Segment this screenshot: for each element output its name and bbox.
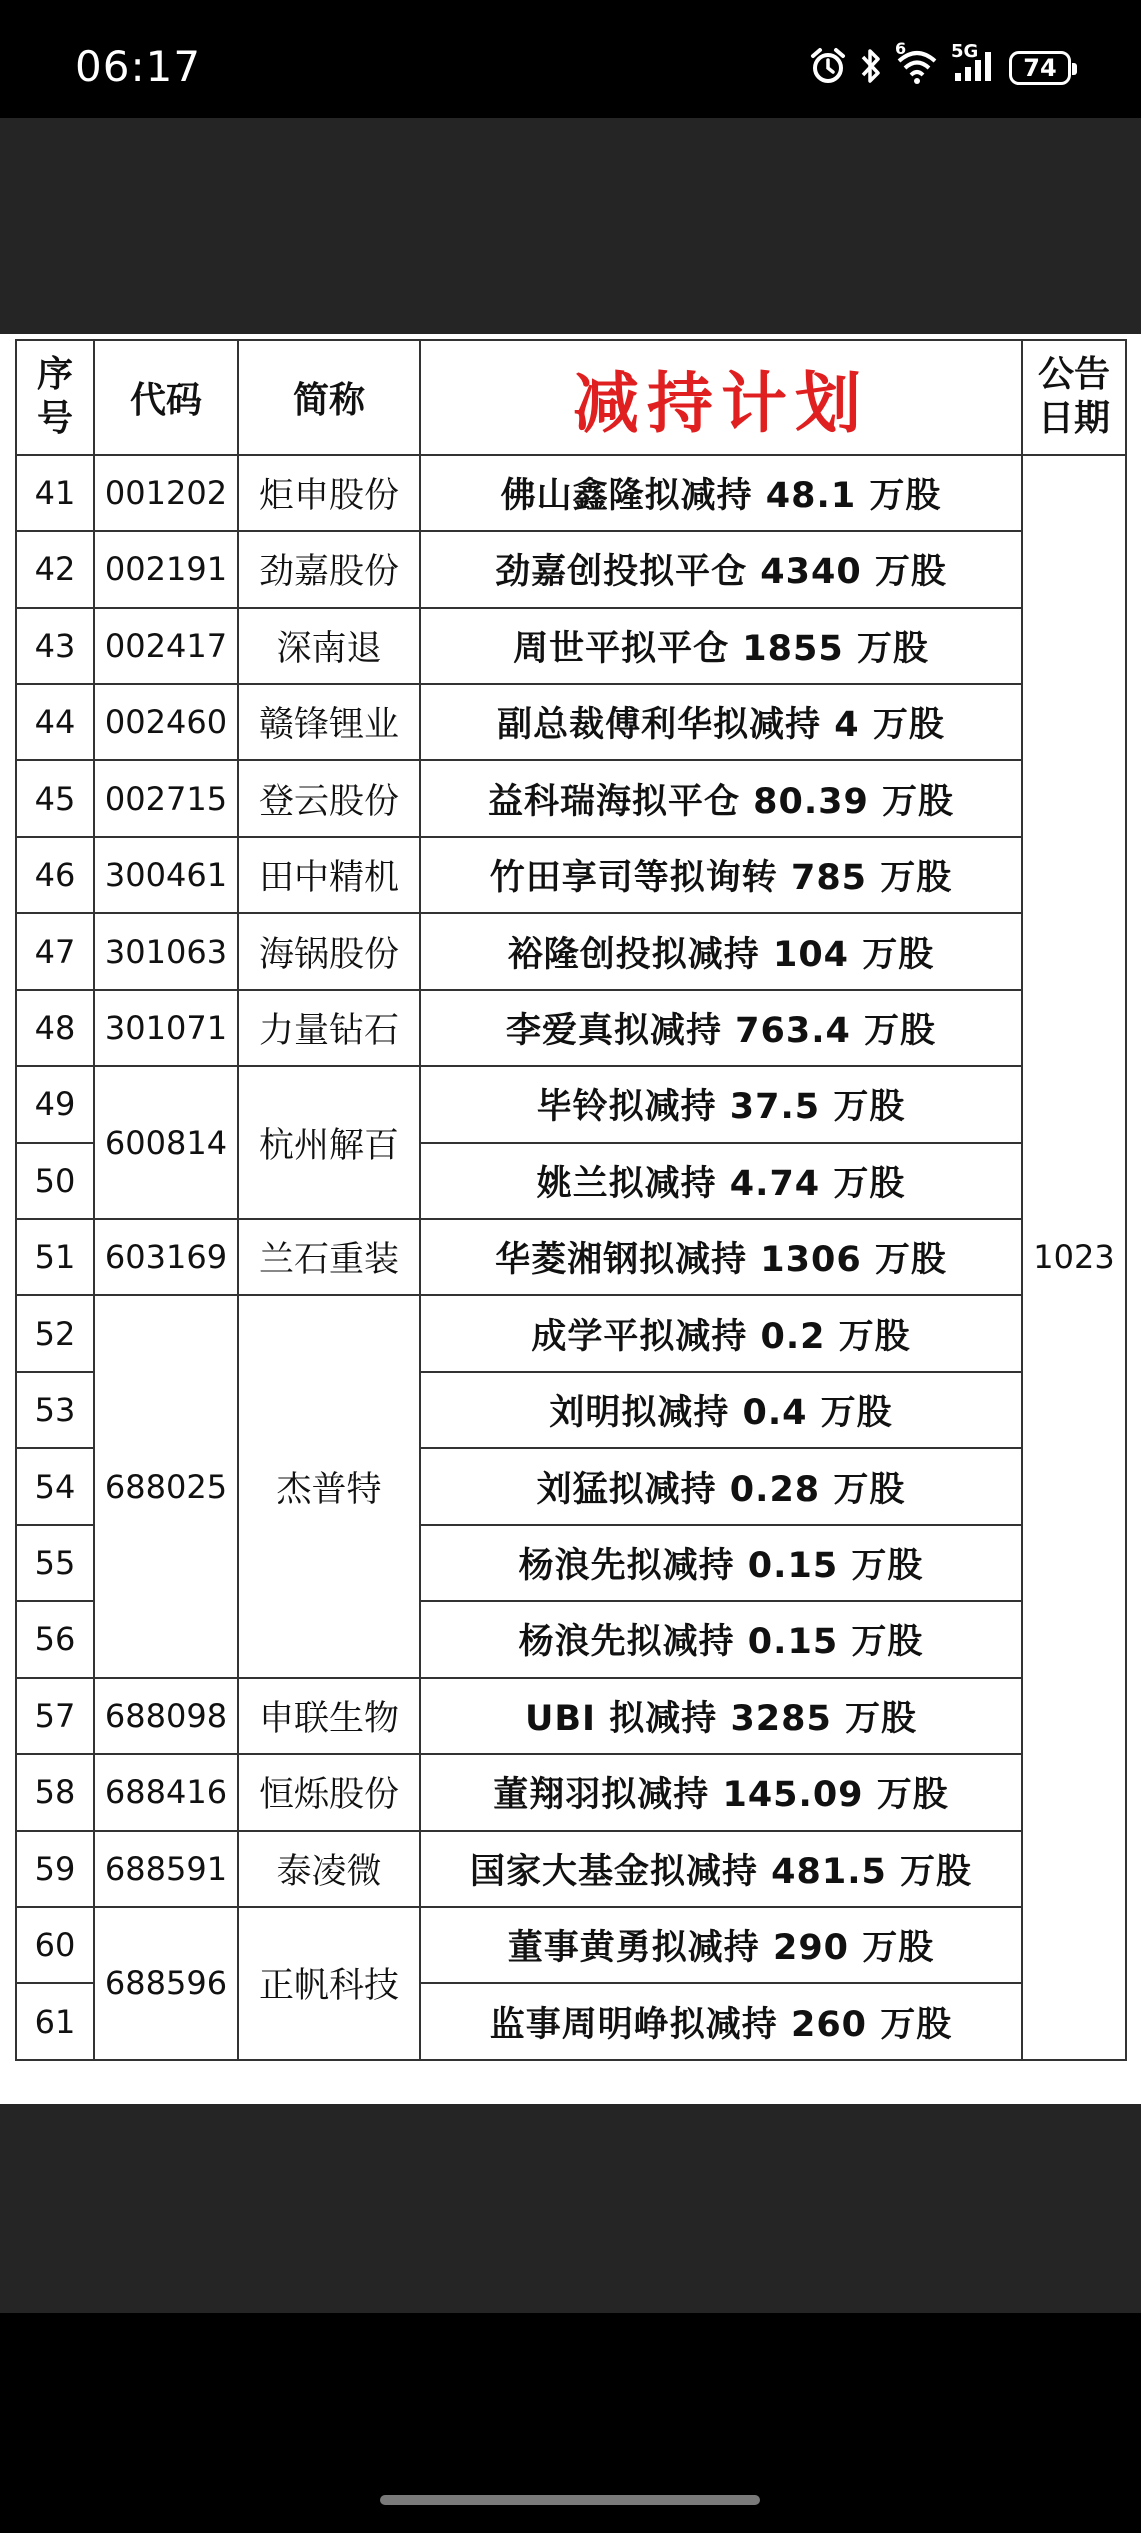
cell-code: 002417 bbox=[94, 608, 238, 684]
cell-name: 泰凌微 bbox=[238, 1831, 420, 1907]
cell-seq: 44 bbox=[16, 684, 94, 760]
cell-plan: 佛山鑫隆拟减持 48.1 万股 bbox=[420, 455, 1022, 531]
table-header-row bbox=[16, 340, 1126, 455]
cell-code: 002191 bbox=[94, 531, 238, 607]
wifi-icon bbox=[895, 39, 939, 89]
cell-name: 田中精机 bbox=[238, 837, 420, 913]
status-bar bbox=[0, 0, 1141, 118]
cell-plan: 李爱真拟减持 763.4 万股 bbox=[420, 990, 1022, 1066]
cell-seq: 42 bbox=[16, 531, 94, 607]
cell-seq: 49 bbox=[16, 1066, 94, 1142]
cell-name: 海锅股份 bbox=[238, 913, 420, 989]
cell-plan: 周世平拟平仓 1855 万股 bbox=[420, 608, 1022, 684]
cell-seq: 43 bbox=[16, 608, 94, 684]
table-row bbox=[16, 455, 1126, 531]
cell-code: 301063 bbox=[94, 913, 238, 989]
home-gesture-handle[interactable] bbox=[380, 2495, 760, 2505]
network-type: 5G bbox=[951, 41, 979, 62]
cell-plan: 杨浪先拟减持 0.15 万股 bbox=[420, 1601, 1022, 1677]
cell-plan: 裕隆创投拟减持 104 万股 bbox=[420, 913, 1022, 989]
bluetooth-icon bbox=[859, 47, 883, 89]
cell-plan: 董事黄勇拟减持 290 万股 bbox=[420, 1907, 1022, 1983]
table-row bbox=[16, 913, 1126, 989]
table-row bbox=[16, 531, 1126, 607]
cell-plan: 成学平拟减持 0.2 万股 bbox=[420, 1295, 1022, 1371]
wifi-badge: 6 bbox=[895, 39, 907, 58]
table-row bbox=[16, 760, 1126, 836]
cell-seq: 59 bbox=[16, 1831, 94, 1907]
reduction-plan-table bbox=[15, 339, 1127, 2061]
cell-plan: 国家大基金拟减持 481.5 万股 bbox=[420, 1831, 1022, 1907]
status-icons bbox=[809, 39, 1071, 90]
cell-code: 002460 bbox=[94, 684, 238, 760]
cell-seq: 55 bbox=[16, 1525, 94, 1601]
cell-code: 301071 bbox=[94, 990, 238, 1066]
cell-seq: 41 bbox=[16, 455, 94, 531]
cell-code: 688025 bbox=[94, 1295, 238, 1677]
cell-name: 炬申股份 bbox=[238, 455, 420, 531]
table-row bbox=[16, 1678, 1126, 1754]
cell-seq: 52 bbox=[16, 1295, 94, 1371]
cell-seq: 46 bbox=[16, 837, 94, 913]
cell-plan: 杨浪先拟减持 0.15 万股 bbox=[420, 1525, 1022, 1601]
header-date: 公告日期 bbox=[1022, 340, 1126, 455]
cell-seq: 60 bbox=[16, 1907, 94, 1983]
cell-seq: 48 bbox=[16, 990, 94, 1066]
cell-seq: 61 bbox=[16, 1983, 94, 2060]
cellular-signal-icon bbox=[951, 41, 997, 89]
header-plan: 减持计划 bbox=[420, 340, 1022, 455]
table-row bbox=[16, 990, 1126, 1066]
cell-code: 688591 bbox=[94, 1831, 238, 1907]
cell-seq: 47 bbox=[16, 913, 94, 989]
cell-plan: 毕铃拟减持 37.5 万股 bbox=[420, 1066, 1022, 1142]
cell-name: 正帆科技 bbox=[238, 1907, 420, 2060]
alarm-icon bbox=[809, 47, 847, 89]
cell-code: 688098 bbox=[94, 1678, 238, 1754]
cell-code: 600814 bbox=[94, 1066, 238, 1219]
cell-seq: 58 bbox=[16, 1754, 94, 1830]
cell-name: 登云股份 bbox=[238, 760, 420, 836]
status-time: 06:17 bbox=[75, 42, 202, 91]
table-row bbox=[16, 1907, 1126, 1983]
cell-code: 002715 bbox=[94, 760, 238, 836]
cell-date: 1023 bbox=[1022, 455, 1126, 2060]
cell-plan: 监事周明峥拟减持 260 万股 bbox=[420, 1983, 1022, 2060]
battery-icon: 74 bbox=[1009, 51, 1071, 85]
table-row bbox=[16, 1295, 1126, 1371]
cell-plan: 姚兰拟减持 4.74 万股 bbox=[420, 1143, 1022, 1219]
header-seq: 序号 bbox=[16, 340, 94, 455]
cell-plan: 劲嘉创投拟平仓 4340 万股 bbox=[420, 531, 1022, 607]
cell-plan: UBI 拟减持 3285 万股 bbox=[420, 1678, 1022, 1754]
cell-seq: 51 bbox=[16, 1219, 94, 1295]
cell-name: 恒烁股份 bbox=[238, 1754, 420, 1830]
table-row bbox=[16, 1831, 1126, 1907]
cell-plan: 刘猛拟减持 0.28 万股 bbox=[420, 1448, 1022, 1524]
table-row bbox=[16, 608, 1126, 684]
table-row bbox=[16, 837, 1126, 913]
cell-name: 劲嘉股份 bbox=[238, 531, 420, 607]
cell-code: 001202 bbox=[94, 455, 238, 531]
cell-code: 688416 bbox=[94, 1754, 238, 1830]
cell-seq: 53 bbox=[16, 1372, 94, 1448]
cell-name: 杭州解百 bbox=[238, 1066, 420, 1219]
navigation-bar bbox=[0, 2313, 1141, 2533]
document-image bbox=[0, 334, 1141, 2104]
table-row bbox=[16, 1219, 1126, 1295]
cell-seq: 54 bbox=[16, 1448, 94, 1524]
table-row bbox=[16, 684, 1126, 760]
cell-code: 688596 bbox=[94, 1907, 238, 2060]
cell-plan: 刘明拟减持 0.4 万股 bbox=[420, 1372, 1022, 1448]
cell-name: 赣锋锂业 bbox=[238, 684, 420, 760]
cell-plan: 竹田享司等拟询转 785 万股 bbox=[420, 837, 1022, 913]
cell-seq: 56 bbox=[16, 1601, 94, 1677]
cell-code: 300461 bbox=[94, 837, 238, 913]
header-code: 代码 bbox=[94, 340, 238, 455]
cell-seq: 50 bbox=[16, 1143, 94, 1219]
cell-plan: 董翔羽拟减持 145.09 万股 bbox=[420, 1754, 1022, 1830]
cell-name: 兰石重装 bbox=[238, 1219, 420, 1295]
cell-name: 深南退 bbox=[238, 608, 420, 684]
cell-name: 杰普特 bbox=[238, 1295, 420, 1677]
cell-plan: 副总裁傅利华拟减持 4 万股 bbox=[420, 684, 1022, 760]
cell-name: 申联生物 bbox=[238, 1678, 420, 1754]
cell-code: 603169 bbox=[94, 1219, 238, 1295]
cell-name: 力量钻石 bbox=[238, 990, 420, 1066]
table-row bbox=[16, 1066, 1126, 1142]
header-name: 简称 bbox=[238, 340, 420, 455]
cell-plan: 益科瑞海拟平仓 80.39 万股 bbox=[420, 760, 1022, 836]
table-row bbox=[16, 1754, 1126, 1830]
cell-plan: 华菱湘钢拟减持 1306 万股 bbox=[420, 1219, 1022, 1295]
cell-seq: 45 bbox=[16, 760, 94, 836]
cell-seq: 57 bbox=[16, 1678, 94, 1754]
